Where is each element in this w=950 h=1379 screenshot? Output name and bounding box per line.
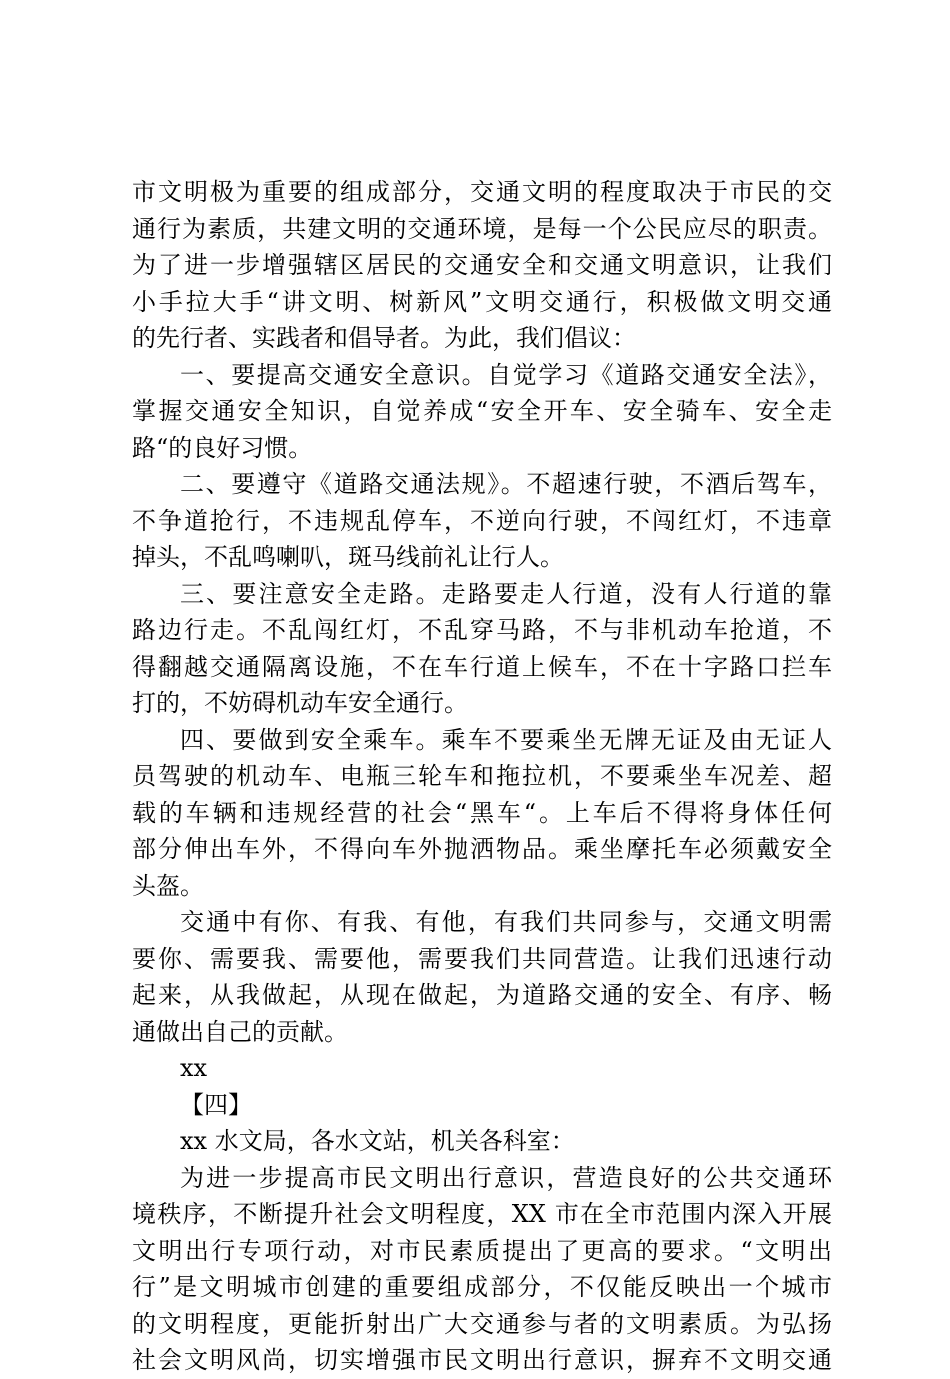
text-line: xx 水文局，各水文站，机关各科室： xyxy=(180,1127,575,1155)
text-line: 的文明程度，更能折射出广大交通参与者的文明素质。为弘扬 xyxy=(132,1309,832,1338)
text-line: 为进一步提高市民文明出行意识，营造良好的公共交通环 xyxy=(180,1163,832,1192)
text-line: 员驾驶的机动车、电瓶三轮车和拖拉机，不要乘坐车况差、超 xyxy=(132,762,832,790)
text-line: 文明出行专项行动，对市民素质提出了更高的要求。“文明出 xyxy=(132,1236,832,1265)
text-line: 小手拉大手“讲文明、树新风”文明交通行，积极做文明交通 xyxy=(132,287,832,316)
text-line: 载的车辆和违规经营的社会“黑车“。上车后不得将身体任何 xyxy=(132,798,832,827)
text-line: 路边行走。不乱闯红灯，不乱穿马路，不与非机动车抢道，不 xyxy=(132,616,832,644)
text-line: 境秩序，不断提升社会文明程度，XX 市在全市范围内深入开展 xyxy=(132,1200,832,1228)
text-line: 得翻越交通隔离设施，不在车行道上候车，不在十字路口拦车 xyxy=(132,652,832,681)
document-body xyxy=(132,174,832,1379)
text-line: 部分伸出车外，不得向车外抛洒物品。乘坐摩托车必须戴安全 xyxy=(132,835,832,863)
text-line: 打的，不妨碍机动车安全通行。 xyxy=(132,689,468,717)
text-line: 通行为素质，共建文明的交通环境，是每一个公民应尽的职责。 xyxy=(132,214,832,243)
text-line: 四、要做到安全乘车。乘车不要乘坐无牌无证及由无证人 xyxy=(180,725,832,754)
text-line: xx xyxy=(180,1054,208,1082)
text-line: 行”是文明城市创建的重要组成部分，不仅能反映出一个城市 xyxy=(132,1273,832,1301)
text-line: 起来，从我做起，从现在做起，为道路交通的安全、有序、畅 xyxy=(132,981,832,1009)
text-line: 二、要遵守《道路交通法规》。不超速行驶，不酒后驾车， xyxy=(180,470,832,498)
text-line: 掉头，不乱鸣喇叭，斑马线前礼让行人。 xyxy=(132,543,564,571)
text-line: 的先行者、实践者和倡导者。为此，我们倡议： xyxy=(132,324,636,352)
text-line: 要你、需要我、需要他，需要我们共同营造。让我们迅速行动 xyxy=(132,944,832,973)
text-line: 【四】 xyxy=(180,1090,252,1119)
text-line: 交通中有你、有我、有他，有我们共同参与，交通文明需 xyxy=(180,908,832,936)
text-line: 三、要注意安全走路。走路要走人行道，没有人行道的靠 xyxy=(180,579,832,608)
text-line: 一、要提高交通安全意识。自觉学习《道路交通安全法》， xyxy=(180,360,832,389)
text-line: 掌握交通安全知识，自觉养成“安全开车、安全骑车、安全走 xyxy=(132,397,832,425)
text-line: 市文明极为重要的组成部分，交通文明的程度取决于市民的交 xyxy=(132,178,832,206)
text-line: 路“的良好习惯。 xyxy=(132,433,313,462)
text-line: 头盔。 xyxy=(132,871,204,900)
text-line: 为了进一步增强辖区居民的交通安全和交通文明意识，让我们 xyxy=(132,251,832,279)
text-line: 通做出自己的贡献。 xyxy=(132,1017,348,1046)
text-line: 不争道抢行，不违规乱停车，不逆向行驶，不闯红灯，不违章 xyxy=(132,506,832,535)
text-line: 社会文明风尚，切实增强市民文明出行意识，摒弃不文明交通 xyxy=(132,1346,832,1374)
